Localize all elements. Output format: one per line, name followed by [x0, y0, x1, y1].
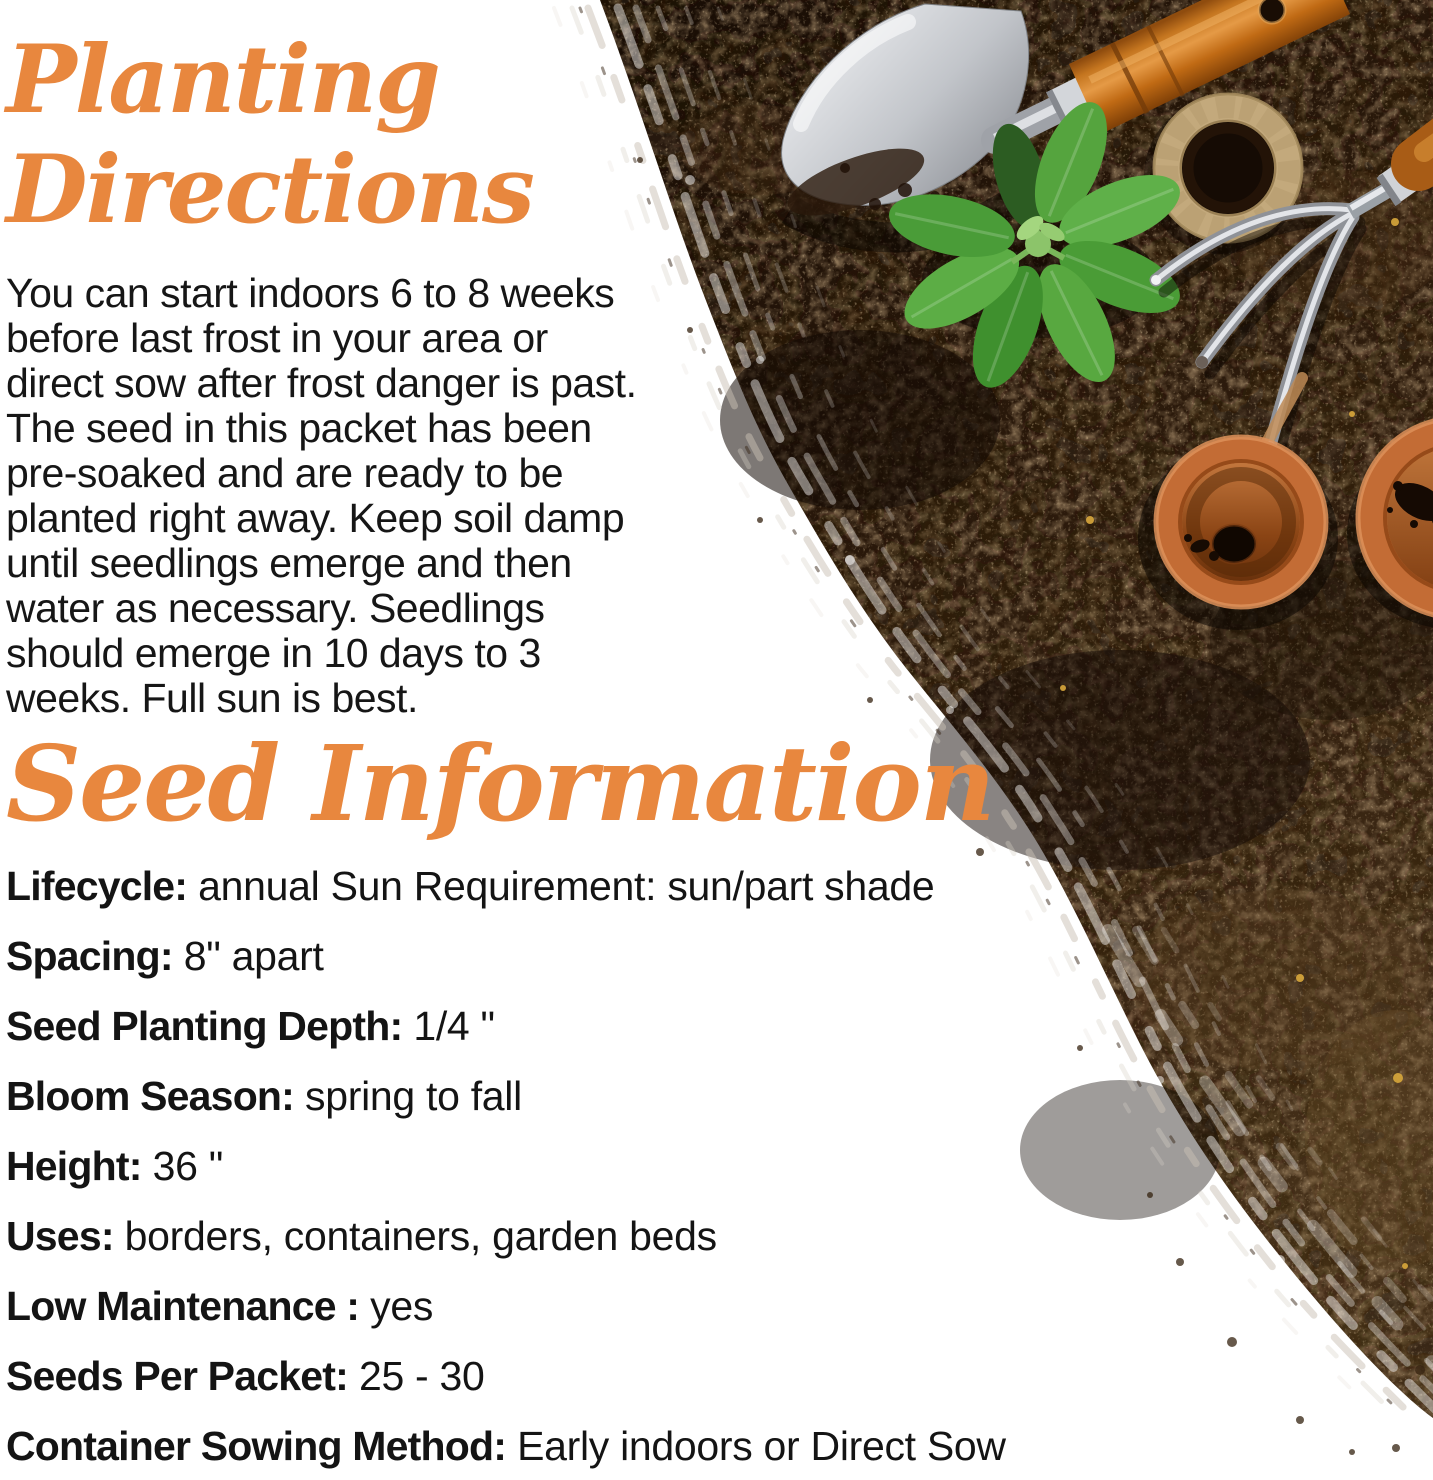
seed-information-title: Seed Information — [6, 722, 994, 845]
item-value: 36 " — [152, 1143, 223, 1189]
item-value: 1/4 " — [413, 1003, 495, 1049]
planting-directions-body — [6, 271, 1433, 721]
item-value: spring to fall — [305, 1073, 522, 1119]
body-line: You can start indoors 6 to 8 weeks — [6, 270, 615, 316]
item-value: yes — [370, 1283, 434, 1329]
seed-info-item-low-maintenance — [6, 1284, 1433, 1329]
seed-info-item-height — [6, 1144, 1433, 1189]
seed-info-item-spacing — [6, 934, 1433, 979]
body-line: pre-soaked and are ready to be — [6, 450, 564, 496]
item-label: Uses: — [6, 1213, 114, 1259]
item-label: Bloom Season: — [6, 1073, 295, 1119]
item-value: Early indoors or Direct Sow — [517, 1423, 1006, 1469]
item-label: Height: — [6, 1143, 142, 1189]
body-line: direct sow after frost danger is past. — [6, 360, 637, 406]
item-label: Seed Planting Depth: — [6, 1003, 403, 1049]
item-value: 25 - 30 — [358, 1353, 485, 1399]
body-line: The seed in this packet has been — [6, 405, 592, 451]
body-line: planted right away. Keep soil damp — [6, 495, 625, 541]
item-label: Lifecycle: — [6, 863, 188, 909]
item-value: borders, containers, garden beds — [124, 1213, 717, 1259]
body-line: until seedlings emerge and then — [6, 540, 572, 586]
body-line: water as necessary. Seedlings — [6, 585, 545, 631]
item-value: annual Sun Requirement: sun/part shade — [198, 863, 935, 909]
item-label: Container Sowing Method: — [6, 1423, 507, 1469]
seed-info-item-uses — [6, 1214, 1433, 1259]
title-line-2: Directions — [6, 135, 533, 245]
body-line: weeks. Full sun is best. — [6, 675, 418, 721]
item-label: Seeds Per Packet: — [6, 1353, 348, 1399]
item-label: Spacing: — [6, 933, 173, 979]
item-value: 8" apart — [183, 933, 324, 979]
seed-information-list — [6, 864, 1433, 1469]
body-line: before last frost in your area or — [6, 315, 548, 361]
seed-info-item-planting-depth — [6, 1004, 1433, 1049]
seed-info-item-lifecycle — [6, 864, 1433, 909]
title-line-1: Planting — [6, 25, 439, 135]
body-line: should emerge in 10 days to 3 — [6, 630, 541, 676]
seed-info-item-seeds-per-packet — [6, 1354, 1433, 1399]
item-label: Low Maintenance : — [6, 1283, 360, 1329]
seed-info-item-bloom-season — [6, 1074, 1433, 1119]
seed-info-item-container-sowing-method — [6, 1424, 1433, 1469]
planting-directions-title — [6, 25, 1433, 245]
